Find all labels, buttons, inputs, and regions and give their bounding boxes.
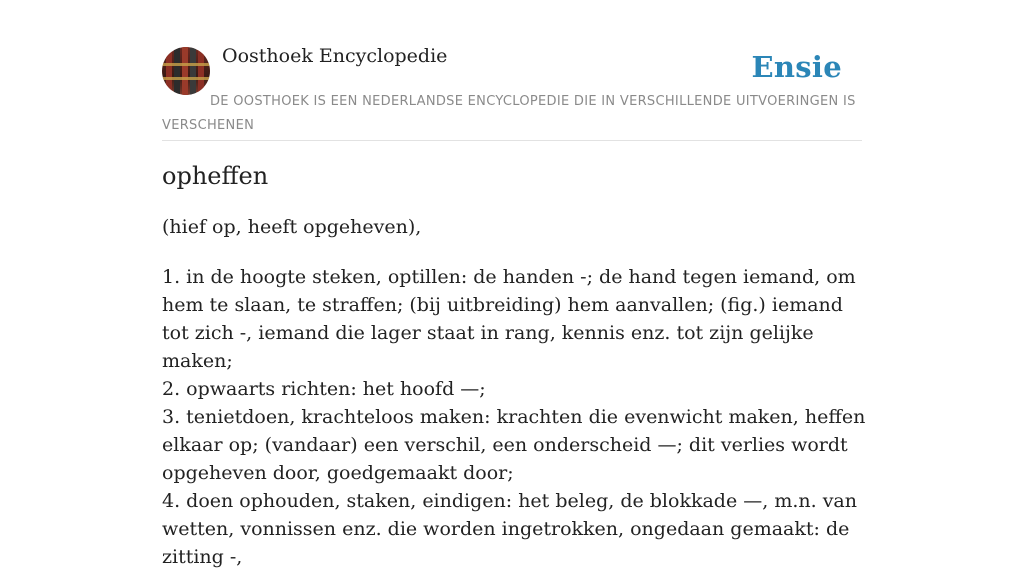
entry-headword: opheffen (162, 162, 269, 190)
source-avatar[interactable] (162, 47, 210, 95)
book-band (162, 77, 210, 80)
ensie-logo[interactable]: Ensie (751, 50, 842, 84)
source-description: DE OOSTHOEK IS EEN NEDERLANDSE ENCYCLOPEDIE DIE IN VERSCHILLENDE UITVOERINGEN IS VERSCHENEN (162, 94, 856, 133)
entry-grammar: (hief op, heeft opgeheven), (162, 216, 422, 238)
page-container (162, 0, 866, 568)
entry-definitions (162, 263, 867, 571)
book-spine (182, 47, 188, 95)
definition-item: 4. doen ophouden, staken, eindigen: het beleg, de blokkade —, m.n. van wetten, vonnissen enz. die worden ingetrokken, ongedaan gemaakt: de zitting -, (162, 490, 857, 568)
book-spine (198, 47, 204, 95)
source-name-link[interactable]: Oosthoek Encyclopedie (222, 45, 448, 67)
book-spine (174, 47, 180, 95)
book-band (162, 63, 210, 66)
book-spine (190, 47, 196, 95)
definition-item: 1. in de hoogte steken, optillen: de handen -; de hand tegen iemand, om hem te slaan, te straffen; (bij uitbreiding) hem aanvallen; (fig.) iemand tot zich -, iemand die lager staat in rang, kennis enz. tot zijn gelijke maken; (162, 266, 856, 372)
book-spine (166, 47, 172, 95)
source-header (162, 0, 862, 141)
definition-item: 3. tenietdoen, krachteloos maken: krachten die evenwicht maken, heffen elkaar op; (vandaar) een verschil, een onderscheid —; dit verlies wordt opgeheven door, goedgemaakt door; (162, 406, 866, 484)
definition-item: 2. opwaarts richten: het hoofd —; (162, 378, 486, 400)
